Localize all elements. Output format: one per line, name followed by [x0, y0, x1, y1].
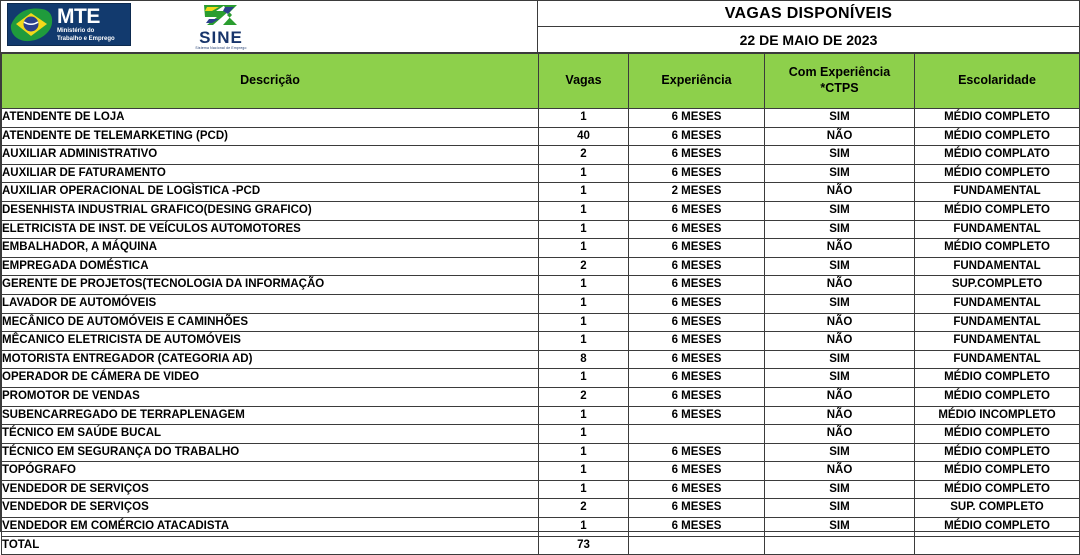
table-row [2, 201, 1080, 220]
table-row [2, 257, 1080, 276]
cell-ctps: NÃO [765, 387, 915, 406]
cell-ctps: NÃO [765, 239, 915, 258]
table-row [2, 109, 1080, 128]
cell-ctps: SIM [765, 443, 915, 462]
cell-vagas: 1 [539, 276, 629, 295]
vagas-table [1, 53, 1080, 555]
table-row [2, 164, 1080, 183]
cell-vagas: 1 [539, 369, 629, 388]
column-header-vagas: Vagas [539, 54, 629, 109]
cell-vagas: 8 [539, 350, 629, 369]
cell-vagas: 1 [539, 425, 629, 444]
cell-ctps: SIM [765, 146, 915, 165]
cell-experiencia: 6 MESES [629, 313, 765, 332]
sine-logo [185, 2, 257, 52]
cell-vagas: 1 [539, 518, 629, 537]
cell-escolaridade: MÉDIO COMPLETO [915, 164, 1080, 183]
table-row [2, 332, 1080, 351]
table-row [2, 220, 1080, 239]
sine-s-mark-icon [199, 2, 243, 28]
cell-escolaridade: FUNDAMENTAL [915, 294, 1080, 313]
mte-subtitle-line2: Trabalho e Emprego [57, 36, 115, 42]
cell-escolaridade: MÉDIO COMPLATO [915, 146, 1080, 165]
cell-escolaridade: SUP. COMPLETO [915, 499, 1080, 518]
table-row [2, 518, 1080, 537]
cell-descricao: TÉCNICO EM SEGURANÇA DO TRABALHO [2, 443, 539, 462]
cell-escolaridade: MÉDIO COMPLETO [915, 387, 1080, 406]
cell-ctps: SIM [765, 201, 915, 220]
cell-experiencia: 6 MESES [629, 109, 765, 128]
cell-escolaridade: FUNDAMENTAL [915, 332, 1080, 351]
cell-experiencia: 6 MESES [629, 332, 765, 351]
sine-tagline: Sistema Nacional de Emprego [195, 46, 247, 50]
table-row [2, 425, 1080, 444]
cell-experiencia: 6 MESES [629, 443, 765, 462]
cell-descricao: SUBENCARREGADO DE TERRAPLENAGEM [2, 406, 539, 425]
cell-vagas: 1 [539, 462, 629, 481]
cell-descricao: VENDEDOR DE SERVIÇOS [2, 480, 539, 499]
cell-experiencia: 6 MESES [629, 220, 765, 239]
cell-vagas: 1 [539, 109, 629, 128]
cell-escolaridade: MÉDIO COMPLETO [915, 109, 1080, 128]
cell-ctps: SIM [765, 518, 915, 537]
cell-vagas: 2 [539, 257, 629, 276]
mte-subtitle-line1: Ministério do [57, 28, 95, 35]
cell-vagas: 2 [539, 387, 629, 406]
table-row [2, 127, 1080, 146]
sine-wordmark: SINE [199, 28, 243, 47]
cell-vagas: 2 [539, 146, 629, 165]
cell-descricao: TÉCNICO EM SAÚDE BUCAL [2, 425, 539, 444]
cell-escolaridade: MÉDIO COMPLETO [915, 480, 1080, 499]
cell-vagas: 1 [539, 332, 629, 351]
cell-ctps: NÃO [765, 127, 915, 146]
cell-descricao: GERENTE DE PROJETOS(TECNOLOGIA DA INFORMAÇÃO [2, 276, 539, 295]
cell-ctps: SIM [765, 350, 915, 369]
cell-vagas: 1 [539, 164, 629, 183]
cell-ctps: SIM [765, 257, 915, 276]
document-header [1, 1, 1079, 53]
cell-ctps: NÃO [765, 462, 915, 481]
cell-descricao: LAVADOR DE AUTOMÓVEIS [2, 294, 539, 313]
cell-escolaridade [915, 536, 1080, 555]
cell-ctps [765, 536, 915, 555]
cell-descricao: AUXILIAR DE FATURAMENTO [2, 164, 539, 183]
table-row [2, 499, 1080, 518]
cell-vagas: 1 [539, 313, 629, 332]
cell-escolaridade: FUNDAMENTAL [915, 350, 1080, 369]
cell-ctps: SIM [765, 480, 915, 499]
table-row [2, 146, 1080, 165]
cell-escolaridade: MÉDIO COMPLETO [915, 518, 1080, 537]
table-row [2, 276, 1080, 295]
cell-escolaridade: MÉDIO COMPLETO [915, 127, 1080, 146]
cell-experiencia: 6 MESES [629, 201, 765, 220]
cell-descricao: EMPREGADA DOMÉSTICA [2, 257, 539, 276]
cell-experiencia [629, 425, 765, 444]
cell-escolaridade: FUNDAMENTAL [915, 183, 1080, 202]
cell-experiencia: 6 MESES [629, 127, 765, 146]
cell-experiencia [629, 536, 765, 555]
table-row [2, 313, 1080, 332]
cell-experiencia: 6 MESES [629, 276, 765, 295]
cell-experiencia: 6 MESES [629, 499, 765, 518]
title-cell [538, 1, 1079, 53]
cell-escolaridade: MÉDIO COMPLETO [915, 443, 1080, 462]
table-body [2, 109, 1080, 555]
table-row [2, 294, 1080, 313]
cell-escolaridade: FUNDAMENTAL [915, 257, 1080, 276]
cell-experiencia: 6 MESES [629, 164, 765, 183]
cell-ctps: NÃO [765, 276, 915, 295]
table-row [2, 480, 1080, 499]
cell-experiencia: 6 MESES [629, 387, 765, 406]
table-row [2, 387, 1080, 406]
table-row [2, 183, 1080, 202]
cell-experiencia: 2 MESES [629, 183, 765, 202]
cell-ctps: SIM [765, 294, 915, 313]
column-header-com-experiencia-ctps [765, 54, 915, 109]
cell-descricao: AUXILIAR OPERACIONAL DE LOGÌSTICA -PCD [2, 183, 539, 202]
cell-vagas: 1 [539, 294, 629, 313]
cell-vagas: 1 [539, 239, 629, 258]
cell-vagas: 1 [539, 183, 629, 202]
cell-ctps: SIM [765, 499, 915, 518]
cell-experiencia: 6 MESES [629, 518, 765, 537]
cell-descricao: EMBALHADOR, A MÁQUINA [2, 239, 539, 258]
cell-escolaridade: FUNDAMENTAL [915, 313, 1080, 332]
cell-ctps: SIM [765, 369, 915, 388]
cell-experiencia: 6 MESES [629, 350, 765, 369]
mte-logo [7, 3, 131, 46]
cell-vagas: 40 [539, 127, 629, 146]
cell-vagas: 1 [539, 443, 629, 462]
cell-experiencia: 6 MESES [629, 406, 765, 425]
cell-total-label: TOTAL [2, 536, 539, 555]
cell-vagas: 1 [539, 480, 629, 499]
ctps-header-line2: *CTPS [820, 81, 859, 95]
cell-descricao: ATENDENTE DE TELEMARKETING (PCD) [2, 127, 539, 146]
table-header-row [2, 54, 1080, 109]
table-row [2, 406, 1080, 425]
cell-descricao: VENDEDOR EM COMÉRCIO ATACADISTA [2, 518, 539, 537]
cell-escolaridade: MÉDIO COMPLETO [915, 239, 1080, 258]
cell-ctps: NÃO [765, 406, 915, 425]
cell-escolaridade: MÉDIO COMPLETO [915, 462, 1080, 481]
brazil-flag-icon [9, 5, 55, 44]
cell-vagas: 73 [539, 536, 629, 555]
column-header-escolaridade: Escolaridade [915, 54, 1080, 109]
table-row [2, 462, 1080, 481]
cell-vagas: 2 [539, 499, 629, 518]
cell-experiencia: 6 MESES [629, 257, 765, 276]
cell-experiencia: 6 MESES [629, 462, 765, 481]
cell-descricao: DESENHISTA INDUSTRIAL GRAFICO(DESING GRAFICO) [2, 201, 539, 220]
column-header-descricao: Descrição [2, 54, 539, 109]
cell-experiencia: 6 MESES [629, 480, 765, 499]
table-row [2, 443, 1080, 462]
cell-descricao: PROMOTOR DE VENDAS [2, 387, 539, 406]
cell-descricao: TOPÓGRAFO [2, 462, 539, 481]
mte-wordmark [57, 6, 115, 43]
cell-experiencia: 6 MESES [629, 239, 765, 258]
table-row [2, 350, 1080, 369]
cell-experiencia: 6 MESES [629, 369, 765, 388]
cell-descricao: ELETRICISTA DE INST. DE VEÍCULOS AUTOMOTORES [2, 220, 539, 239]
page-title: VAGAS DISPONÍVEIS [538, 1, 1079, 27]
cell-escolaridade: MÉDIO INCOMPLETO [915, 406, 1080, 425]
cell-ctps: SIM [765, 164, 915, 183]
cell-escolaridade: MÉDIO COMPLETO [915, 425, 1080, 444]
cell-descricao: VENDEDOR DE SERVIÇOS [2, 499, 539, 518]
cell-escolaridade: MÉDIO COMPLETO [915, 369, 1080, 388]
ctps-header-line1: Com Experiência [788, 65, 891, 80]
cell-descricao: ATENDENTE DE LOJA [2, 109, 539, 128]
column-header-experiencia: Experiência [629, 54, 765, 109]
page-date: 22 DE MAIO DE 2023 [739, 31, 878, 48]
cell-vagas: 1 [539, 406, 629, 425]
cell-ctps: SIM [765, 109, 915, 128]
cell-ctps: NÃO [765, 313, 915, 332]
cell-ctps: NÃO [765, 425, 915, 444]
mte-acronym: MTE [57, 5, 100, 29]
cell-descricao: OPERADOR DE CÁMERA DE VIDEO [2, 369, 539, 388]
cell-descricao: MECÂNICO DE AUTOMÓVEIS E CAMINHÕES [2, 313, 539, 332]
table-row [2, 369, 1080, 388]
cell-descricao: AUXILIAR ADMINISTRATIVO [2, 146, 539, 165]
cell-experiencia: 6 MESES [629, 294, 765, 313]
cell-vagas: 1 [539, 201, 629, 220]
cell-escolaridade: MÉDIO COMPLETO [915, 201, 1080, 220]
cell-ctps: SIM [765, 220, 915, 239]
cell-ctps: NÃO [765, 332, 915, 351]
logo-cell [1, 1, 538, 53]
cell-experiencia: 6 MESES [629, 146, 765, 165]
cell-ctps: NÃO [765, 183, 915, 202]
cell-descricao: MOTORISTA ENTREGADOR (CATEGORIA AD) [2, 350, 539, 369]
cell-escolaridade: FUNDAMENTAL [915, 220, 1080, 239]
cell-vagas: 1 [539, 220, 629, 239]
cell-descricao: MÊCANICO ELETRICISTA DE AUTOMÓVEIS [2, 332, 539, 351]
table-total-row [2, 536, 1080, 555]
cell-escolaridade: SUP.COMPLETO [915, 276, 1080, 295]
table-row [2, 239, 1080, 258]
